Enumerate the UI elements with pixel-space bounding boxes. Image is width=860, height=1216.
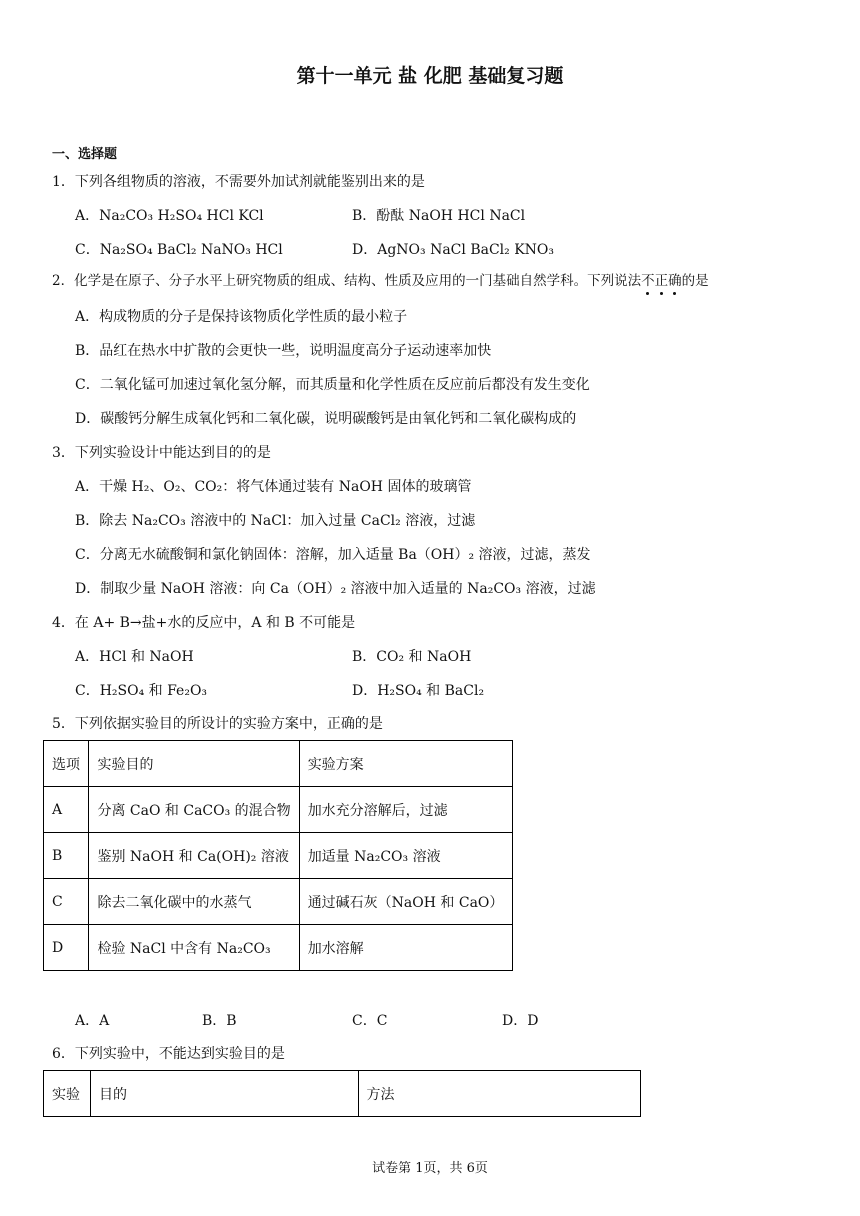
question-2-option-c: C．二氧化锰可加速过氧化氢分解，而其质量和化学性质在反应前后都没有发生变化 — [75, 377, 590, 393]
page-footer: 试卷第 1页，共 6页 — [372, 1161, 488, 1176]
question-5-option-c: C．C — [352, 1013, 388, 1029]
table-cell: 选项 — [44, 741, 89, 787]
question-1-stem: 1．下列各组物质的溶液，不需要外加试剂就能鉴别出来的是 — [52, 174, 425, 190]
table-cell: 加水溶解 — [299, 925, 512, 971]
question-6-table — [43, 1070, 641, 1117]
question-3-option-a: A．干燥 H₂、O₂、CO₂：将气体通过装有 NaOH 固体的玻璃管 — [75, 479, 472, 495]
question-2-option-b: B．品红在热水中扩散的会更快一些，说明温度高分子运动速率加快 — [75, 343, 492, 359]
table-cell: 加适量 Na₂CO₃ 溶液 — [299, 833, 512, 879]
table-cell: 加水充分溶解后，过滤 — [299, 787, 512, 833]
table-cell: 目的 — [90, 1071, 358, 1117]
question-4-option-b: B．CO₂ 和 NaOH — [352, 649, 472, 665]
question-5-option-a: A．A — [75, 1013, 110, 1029]
table-cell: A — [44, 787, 89, 833]
question-3-option-d: D．制取少量 NaOH 溶液：向 Ca（OH）₂ 溶液中加入适量的 Na₂CO₃ 溶液，过滤 — [75, 581, 596, 597]
page-title: 第十一单元 盐 化肥 基础复习题 — [296, 65, 564, 87]
question-6-stem: 6．下列实验中，不能达到实验目的是 — [52, 1046, 285, 1062]
question-4-option-c: C．H₂SO₄ 和 Fe₂O₃ — [75, 683, 208, 699]
table-cell: 实验 — [44, 1071, 91, 1117]
table-cell: 实验目的 — [89, 741, 299, 787]
question-1-option-d: D．AgNO₃ NaCl BaCl₂ KNO₃ — [352, 242, 555, 258]
section-heading: 一、选择题 — [52, 147, 118, 162]
table-cell: 实验方案 — [299, 741, 512, 787]
question-4-option-d: D．H₂SO₄ 和 BaCl₂ — [352, 683, 485, 699]
table-cell: 分离 CaO 和 CaCO₃ 的混合物 — [89, 787, 299, 833]
emphasis-char: 确 — [668, 273, 682, 289]
question-1-option-b: B．酚酞 NaOH HCl NaCl — [352, 208, 526, 224]
question-3-option-c: C．分离无水硫酸铜和氯化钠固体：溶解，加入适量 Ba（OH）₂ 溶液，过滤，蒸发 — [75, 547, 591, 563]
table-row — [44, 787, 513, 833]
question-2-stem-text: 2．化学是在原子、分子水平上研究物质的组成、结构、性质及应用的一门基础自然学科。下列说法 — [52, 273, 642, 289]
table-row — [44, 1071, 641, 1117]
question-1-option-a: A．Na₂CO₃ H₂SO₄ HCl KCl — [75, 208, 264, 224]
question-2-stem — [52, 272, 709, 290]
question-5-option-d: D．D — [502, 1013, 539, 1029]
table-cell: D — [44, 925, 89, 971]
table-cell: 方法 — [358, 1071, 641, 1117]
question-5-table — [43, 740, 513, 971]
table-cell: 检验 NaCl 中含有 Na₂CO₃ — [89, 925, 299, 971]
table-cell: 除去二氧化碳中的水蒸气 — [89, 879, 299, 925]
question-3-option-b: B．除去 Na₂CO₃ 溶液中的 NaCl：加入过量 CaCl₂ 溶液，过滤 — [75, 513, 476, 529]
question-5-stem: 5．下列依据实验目的所设计的实验方案中，正确的是 — [52, 716, 383, 732]
question-2-option-d: D．碳酸钙分解生成氧化钙和二氧化碳，说明碳酸钙是由氧化钙和二氧化碳构成的 — [75, 411, 577, 427]
table-row — [44, 741, 513, 787]
question-5-option-b: B．B — [202, 1013, 237, 1029]
table-row — [44, 833, 513, 879]
question-2-option-a: A．构成物质的分子是保持该物质化学性质的最小粒子 — [75, 309, 408, 325]
question-2-stem-end: 的是 — [681, 273, 709, 289]
emphasis-char: 不 — [641, 273, 655, 289]
emphasis-char: 正 — [654, 273, 669, 289]
table-row — [44, 925, 513, 971]
table-cell: 通过碱石灰（NaOH 和 CaO） — [299, 879, 512, 925]
question-1-option-c: C．Na₂SO₄ BaCl₂ NaNO₃ HCl — [75, 242, 283, 258]
table-cell: C — [44, 879, 89, 925]
question-4-stem: 4．在 A+ B→盐+水的反应中，A 和 B 不可能是 — [52, 615, 356, 631]
question-4-option-a: A．HCl 和 NaOH — [75, 649, 194, 665]
table-row — [44, 879, 513, 925]
question-3-stem: 3．下列实验设计中能达到目的的是 — [52, 445, 271, 461]
table-cell: 鉴别 NaOH 和 Ca(OH)₂ 溶液 — [89, 833, 299, 879]
table-cell: B — [44, 833, 89, 879]
